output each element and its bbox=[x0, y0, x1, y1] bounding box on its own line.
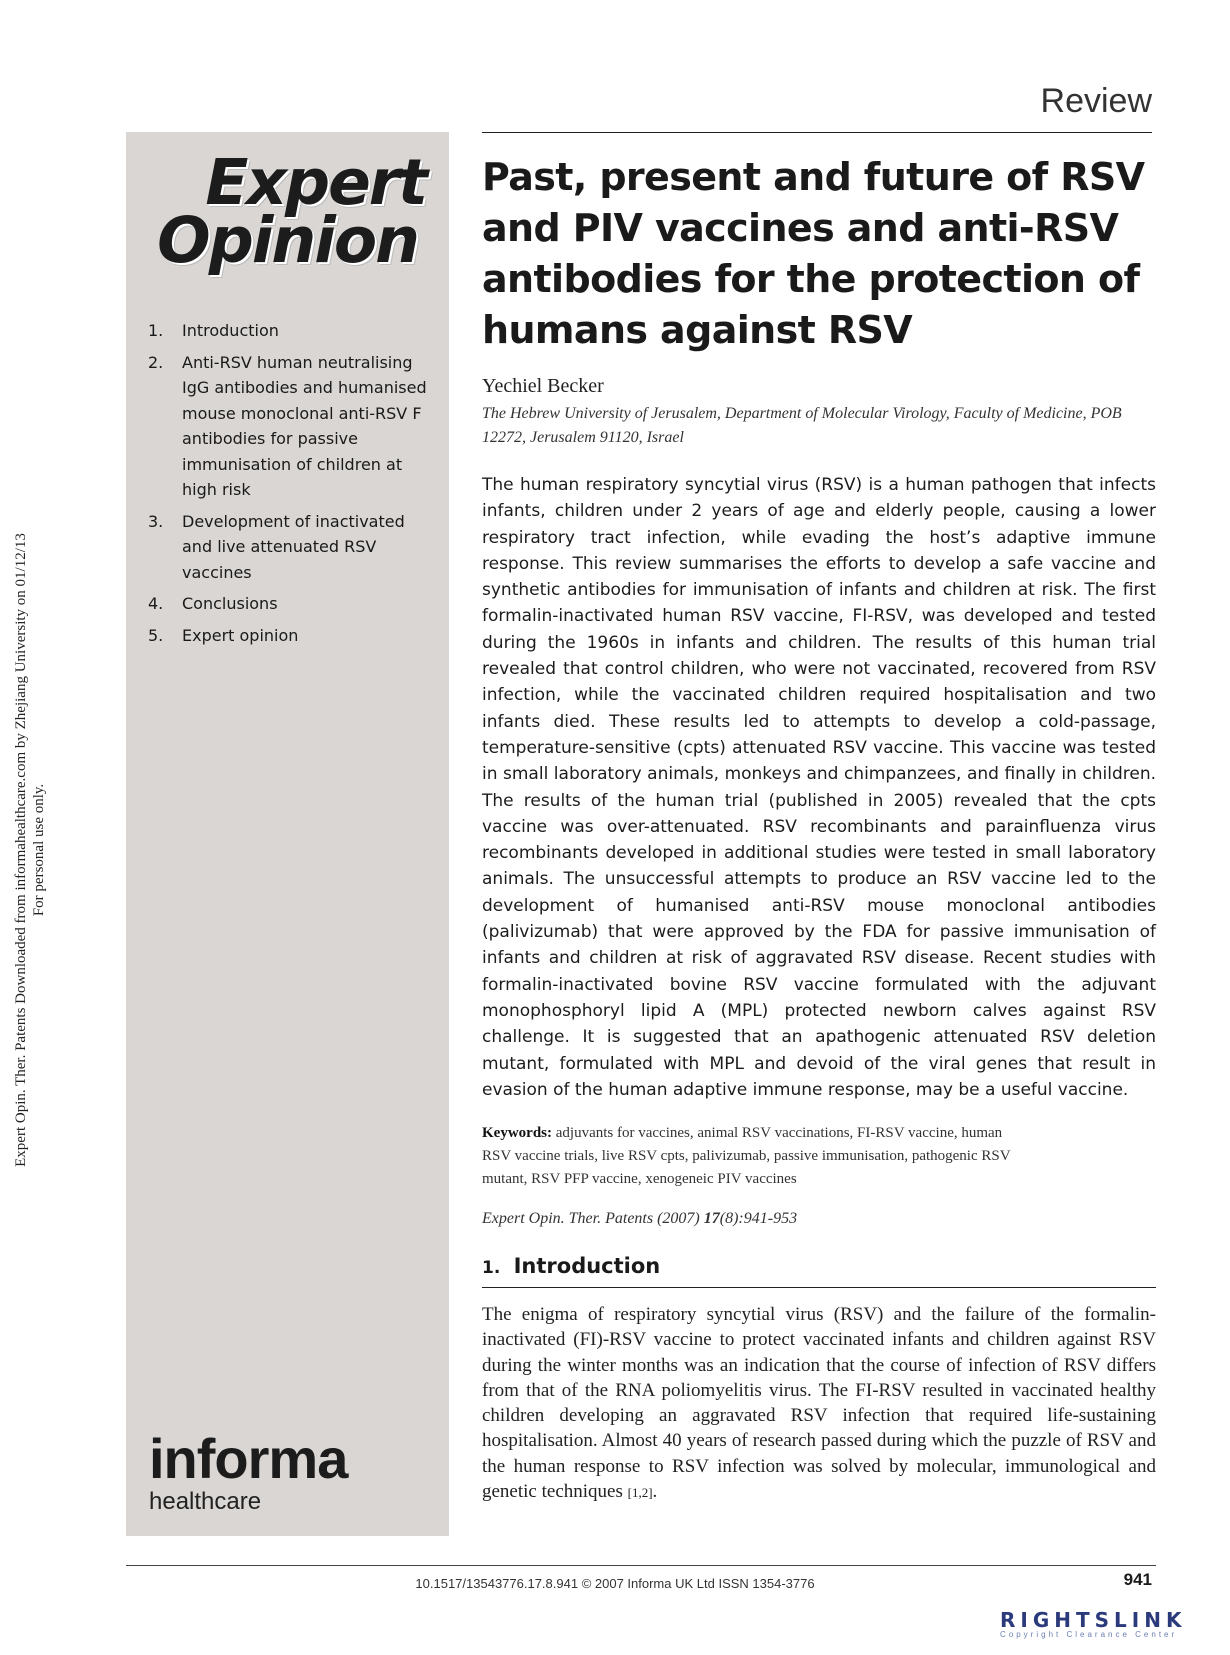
journal-logo-line1: Expert bbox=[205, 146, 426, 219]
abstract: The human respiratory syncytial virus (RSV) is a human pathogen that infects infants, children under 2 years of age and elderly people, causing a lower respiratory tract infection, while evading the host’s adaptive immune response. This review summarises the efforts to develop a safe vaccine and synthetic antibodies for immunisation of infants and children at risk. The first formalin-inactivated human RSV vaccine, FI-RSV, was developed and tested during the 1960s in infants and children. The results of this human trial revealed that control children, who were not vaccinated, recovered from RSV infection, while the vaccinated children required hospitalisation and two infants died. These results led to attempts to develop a cold-passage, temperature-sensitive (cpts) attenuated RSV vaccine. This vaccine was tested in small laboratory animals, monkeys and chimpanzees, and finally in children. The results of the human trial (published in 2005) revealed that the cpts vaccine was over-attenuated. RSV recombinants and parainfluenza virus recombinants developed in additional studies were tested in small laboratory animals. The unsuccessful attempts to produce an RSV vaccine led to the development of humanised anti-RSV mouse monoclonal antibodies (palivizumab) that were approved by the FDA for passive immunisation of infants and children at risk of aggravated RSV disease. Recent studies with formalin-inactivated bovine RSV vaccine formulated with the adjuvant monophosphoryl lipid A (MPL) protected newborn calves against RSV challenge. It is suggested that an apathogenic attenuated RSV deletion mutant, formulated with MPL and devoid of the viral genes that result in evasion of the human adaptive immune response, may be a useful vaccine. bbox=[482, 475, 1156, 1100]
keywords-label: Keywords: bbox=[482, 1125, 552, 1141]
publisher-sub: healthcare bbox=[149, 1488, 262, 1515]
toc-item[interactable] bbox=[148, 318, 438, 344]
toc-number: 4. bbox=[148, 594, 164, 613]
section-title: Introduction bbox=[513, 1254, 661, 1278]
toc-number: 5. bbox=[148, 625, 164, 645]
citation-volume: 17 bbox=[703, 1210, 720, 1227]
toc-label: Development of inactivated and live attenuated RSV vaccines bbox=[182, 511, 405, 582]
section-number: 1. bbox=[482, 1258, 501, 1278]
toc-item[interactable] bbox=[148, 623, 438, 649]
author-affiliation: The Hebrew University of Jerusalem, Department of Molecular Virology, Faculty of Medicine, POB 12272, Jerusalem 91120, Israel bbox=[482, 405, 1122, 446]
section-label: Review bbox=[1040, 82, 1152, 120]
keywords-list: adjuvants for vaccines, animal RSV vaccinations, FI-RSV vaccine, human RSV vaccine trials, live RSV cpts, palivizumab, passive immunisation, pathogenic RSV mutant, RSV PFP vaccine, xenogeneic PIV vaccines bbox=[482, 1125, 1011, 1187]
introduction-text: The enigma of respiratory syncytial virus (RSV) and the failure of the formalin-inactivated (FI)-RSV vaccine to protect vaccinated infants and children against RSV during the winter months was an indication that the course of infection of RSV differs from that of the RNA poliomyelitis virus. The FI-RSV resulted in vaccinated healthy children developing an aggravated RSV infection that required life-sustaining hospitalisation. Almost 40 years of research passed during which the puzzle of RSV and the human response to RSV infection was solved by molecular, immunological and genetic techniques bbox=[482, 1304, 1156, 1503]
publisher-logo bbox=[149, 1427, 348, 1516]
toc-label: Expert opinion bbox=[182, 625, 299, 645]
footer-rule bbox=[126, 1565, 1156, 1566]
toc-number: 1. bbox=[148, 321, 164, 340]
toc-label: Introduction bbox=[182, 321, 279, 340]
publisher-name: informa bbox=[149, 1427, 348, 1490]
footer-doi: 10.1517/13543776.17.8.941 © 2007 Informa UK Ltd ISSN 1354-3776 bbox=[415, 1576, 815, 1591]
author-name: Yechiel Becker bbox=[482, 375, 604, 397]
journal-logo-line2: Opinion bbox=[157, 204, 418, 277]
toc-item[interactable] bbox=[148, 350, 438, 503]
toc-item[interactable] bbox=[148, 509, 438, 586]
introduction-end: . bbox=[652, 1481, 658, 1503]
rightslink-subtext: Copyright Clearance Center bbox=[1000, 1630, 1178, 1639]
table-of-contents bbox=[148, 318, 438, 654]
toc-label: Anti-RSV human neutralising IgG antibodies and humanised mouse monoclonal anti-RSV F antibodies for passive immunisation of children at high risk bbox=[182, 352, 427, 499]
toc-item[interactable] bbox=[148, 591, 438, 617]
section-rule bbox=[482, 1287, 1156, 1288]
journal-logo bbox=[126, 146, 426, 277]
sidebar bbox=[126, 132, 449, 1536]
rightslink-text: RIGHTSLINK bbox=[1000, 1608, 1187, 1632]
introduction-paragraph bbox=[482, 1302, 1156, 1505]
download-notice-line1: Expert Opin. Ther. Patents Downloaded from informahealthcare.com by Zhejiang University on 01/12/13 bbox=[13, 533, 29, 1167]
page-number: 941 bbox=[1123, 1570, 1152, 1589]
rightslink-logo[interactable] bbox=[1000, 1608, 1210, 1648]
citation bbox=[482, 1210, 797, 1228]
download-notice bbox=[12, 400, 72, 1300]
citation-prefix: Expert Opin. Ther. Patents (2007) bbox=[482, 1210, 700, 1227]
reference-link[interactable]: [1,2] bbox=[627, 1485, 653, 1501]
header-rule bbox=[482, 132, 1152, 133]
citation-suffix: (8):941-953 bbox=[719, 1210, 798, 1227]
toc-number: 2. bbox=[148, 352, 164, 372]
toc-number: 3. bbox=[148, 511, 164, 531]
download-notice-line2: For personal use only. bbox=[31, 783, 47, 917]
keywords bbox=[482, 1122, 1022, 1191]
toc-label: Conclusions bbox=[182, 594, 278, 613]
article-title: Past, present and future of RSV and PIV vaccines and anti-RSV antibodies for the protection of humans against RSV bbox=[482, 155, 1145, 352]
section-heading-introduction bbox=[482, 1254, 660, 1278]
